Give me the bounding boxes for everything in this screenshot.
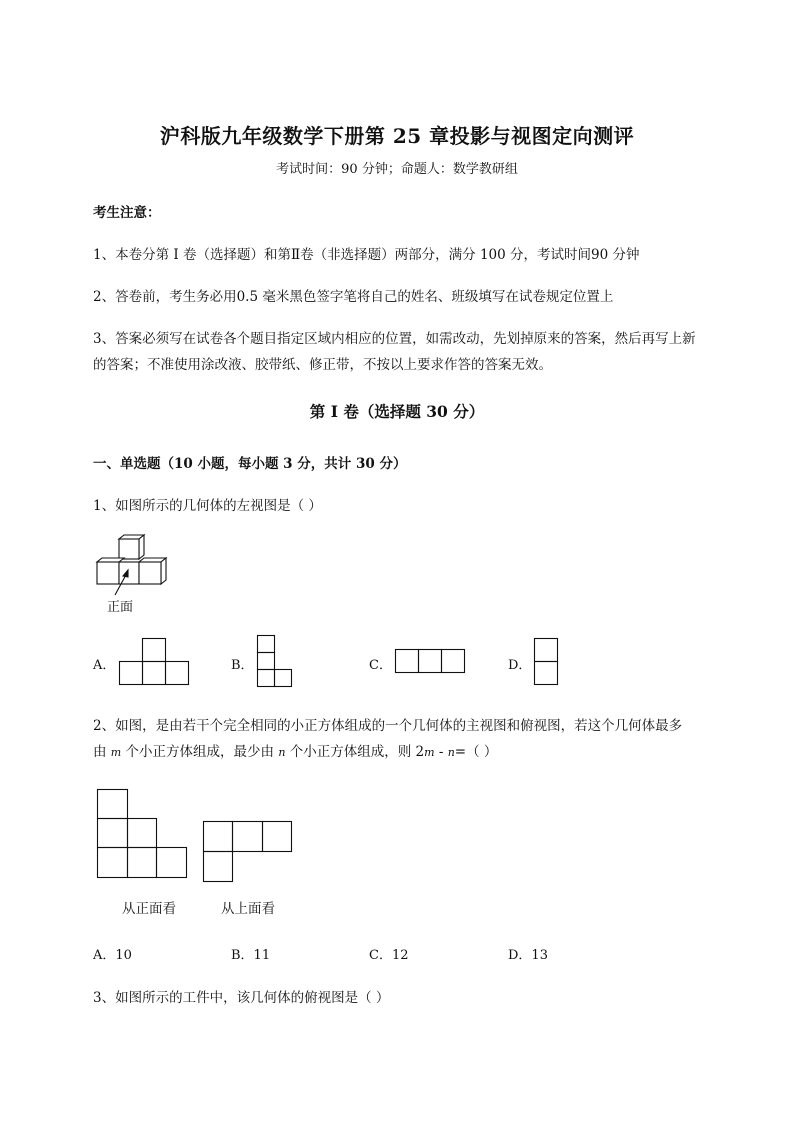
q2-front-caption: 从正面看 (122, 901, 176, 917)
q1-option-b-figure[interactable] (257, 635, 295, 689)
var-m: m (110, 746, 122, 759)
q1-option-c-figure[interactable] (395, 649, 467, 675)
page-title: 沪科版九年级数学下册第 25 章投影与视图定向测评 (159, 124, 635, 148)
notice-item-1: 1、本卷分第 I 卷（选择题）和第Ⅱ卷（非选择题）两部分，满分 100 分，考试时间90 分钟 (93, 247, 640, 263)
q1-option-d-figure[interactable] (534, 638, 560, 688)
front-view-label: 正面 (107, 600, 134, 615)
var-n: n (278, 746, 286, 759)
q1-stem: 1、如图所示的几何体的左视图是（ ） (93, 498, 322, 514)
var-m: m (424, 746, 435, 759)
q2-stem-line-2: 由 m 个小正方体组成，最少由 n 个小正方体组成，则 2m - n=（ ） (93, 744, 498, 760)
notice-item-3-cont: 的答案；不准使用涂改液、胶带纸、修正带，不按以上要求作答的答案无效。 (93, 357, 552, 373)
q2-top-caption: 从上面看 (221, 901, 275, 917)
var-n: n (447, 746, 455, 759)
q1-option-a-label[interactable]: A． (93, 658, 116, 673)
q2-option-b[interactable]: B．11 (231, 948, 271, 963)
notice-item-3: 3、答案必须写在试卷各个题目指定区域内相应的位置，如需改动，先划掉原来的答案，然后再写上新 (93, 331, 696, 347)
section-title: 第 I 卷（选择题 30 分） (309, 402, 485, 421)
q1-option-c-label[interactable]: C． (369, 658, 392, 673)
q3-stem: 3、如图所示的工件中，该几何体的俯视图是（ ） (93, 990, 390, 1006)
exam-info: 考试时间：90 分钟；命题人：数学教研组 (276, 162, 518, 177)
q2-option-a[interactable]: A．10 (93, 948, 132, 963)
q2-front-view-figure (97, 789, 191, 881)
part-heading: 一、单选题（10 小题，每小题 3 分，共计 30 分） (93, 456, 407, 472)
q2-option-c[interactable]: C．12 (369, 948, 409, 963)
q2-top-view-figure (203, 821, 295, 885)
q1-option-d-label[interactable]: D． (508, 658, 532, 673)
q1-option-a-figure[interactable] (119, 638, 191, 686)
notice-item-2: 2、答卷前，考生务必用0.5 毫米黑色签字笔将自己的姓名、班级填写在试卷规定位置上 (93, 289, 614, 305)
q1-option-b-label[interactable]: B． (231, 658, 254, 673)
notice-heading: 考生注意： (93, 205, 161, 221)
q2-stem-line-1: 2、如图，是由若干个完全相同的小正方体组成的一个几何体的主视图和俯视图，若这个几何体最多 (93, 718, 683, 734)
q2-option-d[interactable]: D．13 (508, 948, 548, 963)
